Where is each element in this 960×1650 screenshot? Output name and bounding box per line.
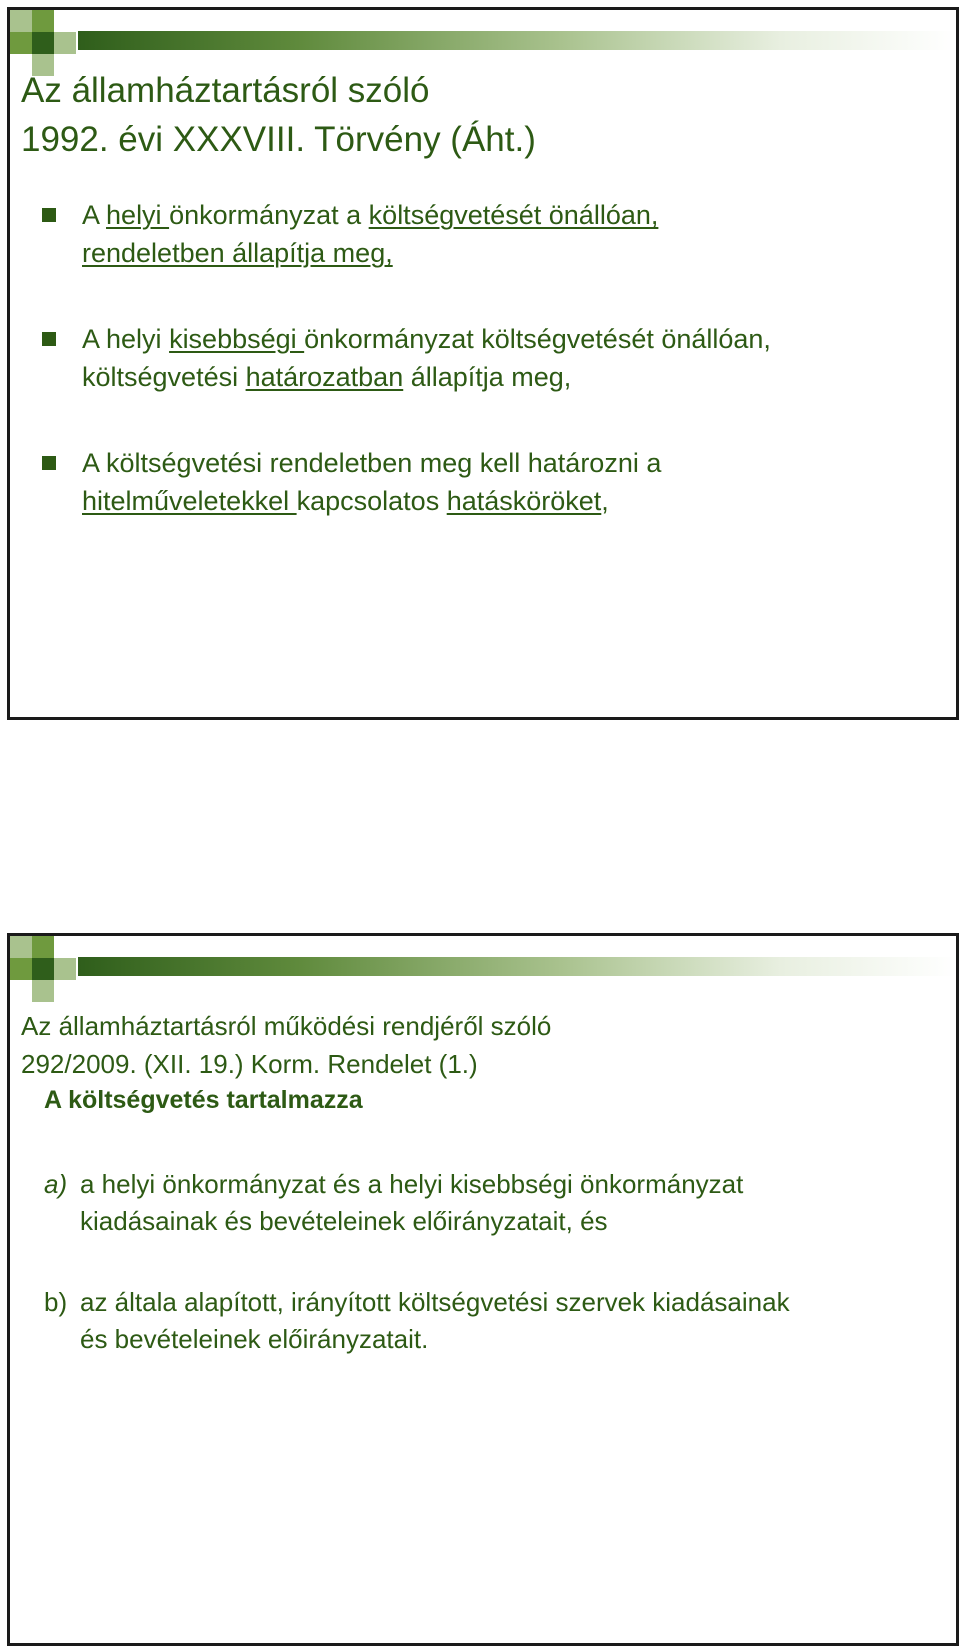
deco-square [32, 980, 54, 1002]
underlined-term: hatásköröket [446, 486, 602, 516]
underlined-term: határozatban [245, 362, 404, 392]
deco-square [54, 32, 76, 54]
slide-1-bullet-list [42, 196, 926, 568]
deco-square [10, 32, 32, 54]
underlined-term: hitelműveletekkel [82, 486, 297, 516]
underlined-term: helyi [106, 200, 170, 230]
text-run: , [601, 486, 609, 516]
slide-2-title [21, 1007, 551, 1083]
item-label: b) [44, 1287, 68, 1317]
deco-square [32, 958, 54, 980]
bullet-line [82, 234, 926, 272]
text-run: A helyi [82, 324, 170, 354]
bullet-line [82, 320, 926, 358]
text-run: költségvetési [82, 362, 246, 392]
slide-2-item-list [44, 1166, 926, 1402]
slide-2-subheading: A költségvetés tartalmazza [44, 1086, 363, 1114]
text-run: önkormányzat a [169, 200, 369, 230]
text-run: önkormányzat költségvetését önállóan, [304, 324, 771, 354]
bullet-line [82, 444, 926, 482]
underlined-term: költségvetését önállóan, [368, 200, 659, 230]
slide-2 [7, 933, 959, 1646]
item-line: az általa alapított, irányított költségvetési szervek kiadásainak [80, 1287, 790, 1317]
title-line: 292/2009. (XII. 19.) Korm. Rendelet (1.) [21, 1049, 478, 1079]
deco-gradient-bar [78, 957, 956, 976]
title-line: Az államháztartásról működési rendjéről szóló [21, 1011, 552, 1041]
slide-1-title [21, 66, 536, 164]
item-line: kiadásainak és bevételeinek előirányzatait, és [80, 1206, 608, 1236]
slide-1 [7, 7, 959, 720]
deco-square [10, 936, 32, 958]
bullet-item [42, 320, 926, 396]
underlined-term: rendeletben állapítja meg, [82, 238, 393, 268]
slide-header-decoration [10, 10, 956, 70]
bullet-line [82, 196, 926, 234]
bullet-item [42, 444, 926, 520]
deco-square [32, 10, 54, 32]
bullet-line [82, 482, 926, 520]
square-bullet-icon [42, 208, 56, 222]
item-line: és bevételeinek előirányzatait. [80, 1324, 429, 1354]
item-label: a) [44, 1169, 68, 1199]
square-bullet-icon [42, 332, 56, 346]
square-bullet-icon [42, 456, 56, 470]
deco-square [32, 936, 54, 958]
underlined-term: kisebbségi [169, 324, 305, 354]
text-run: A [82, 200, 107, 230]
deco-square [32, 32, 54, 54]
bullet-item [42, 196, 926, 272]
item-line: a helyi önkormányzat és a helyi kisebbségi önkormányzat [80, 1169, 744, 1199]
list-item [44, 1166, 926, 1240]
text-run: kapcsolatos [296, 486, 447, 516]
slide-header-decoration [10, 936, 956, 996]
list-item [44, 1284, 926, 1358]
deco-square [54, 958, 76, 980]
text-run: A költségvetési rendeletben meg kell határozni a [82, 448, 662, 478]
title-line: 1992. évi XXXVIII. Törvény (Áht.) [21, 120, 536, 159]
deco-gradient-bar [78, 31, 956, 50]
bullet-line [82, 358, 926, 396]
deco-square [10, 10, 32, 32]
deco-square [10, 958, 32, 980]
text-run: állapítja meg, [403, 362, 572, 392]
title-line: Az államháztartásról szóló [21, 71, 430, 110]
